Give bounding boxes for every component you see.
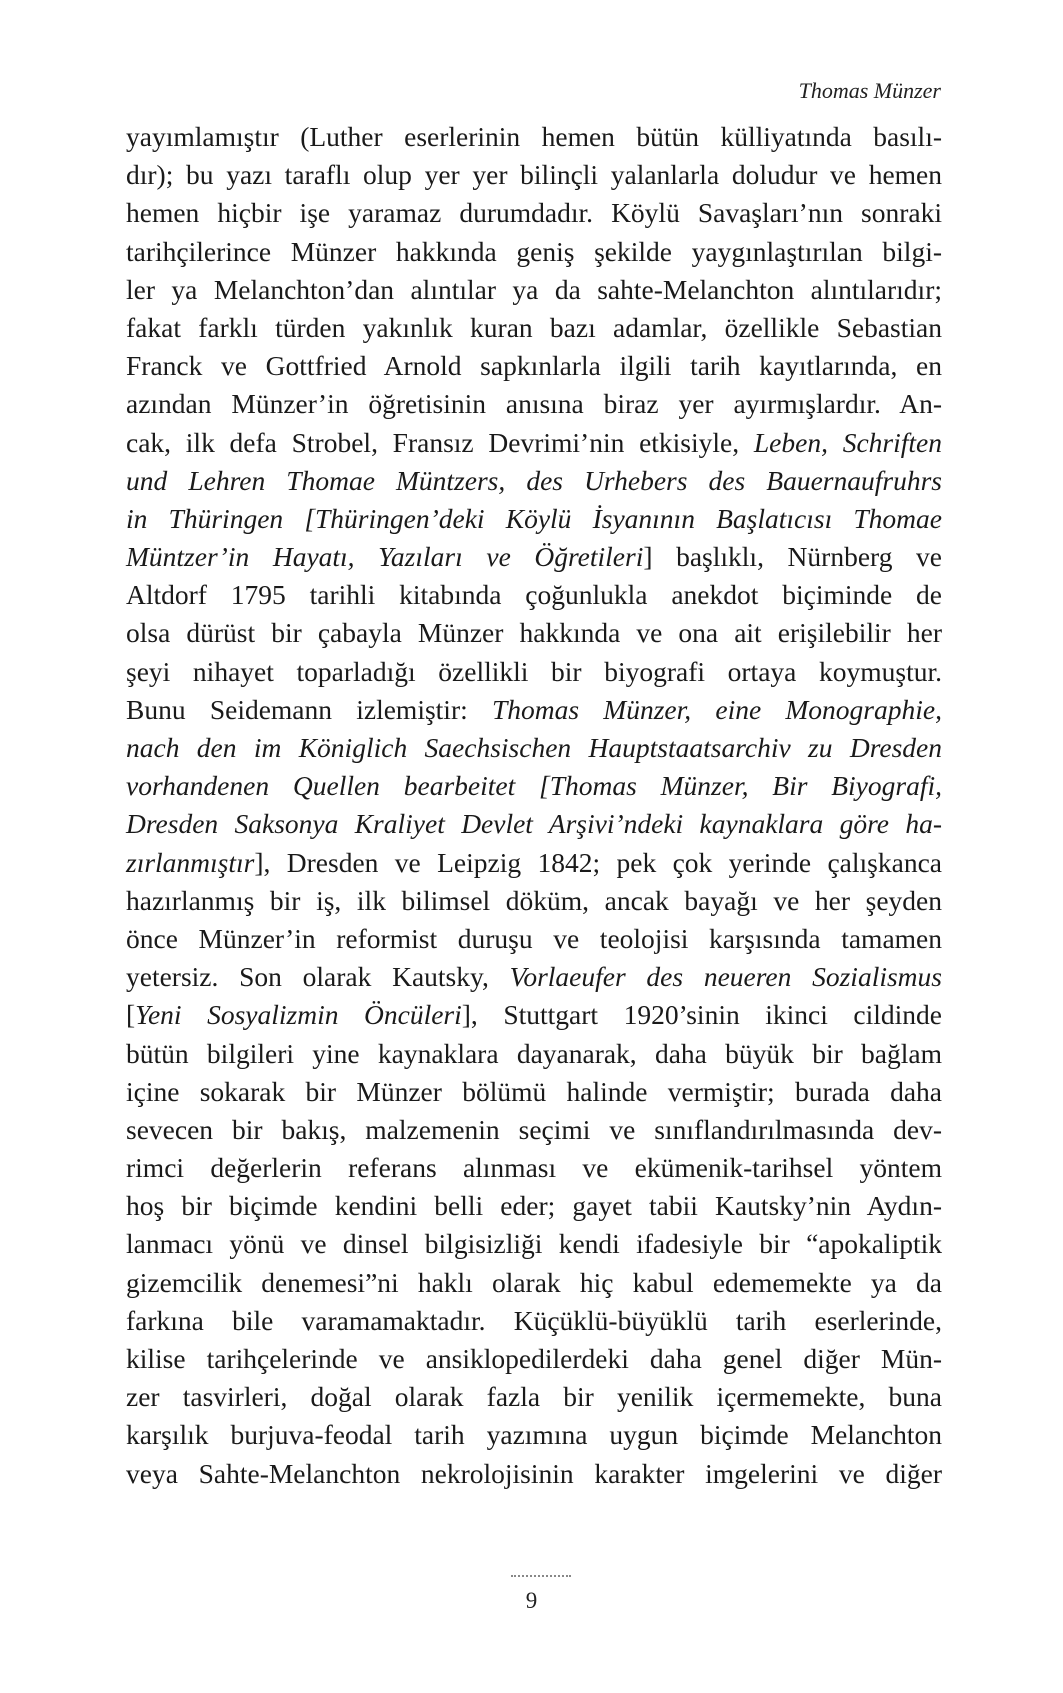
text-segment: yetersiz. Son olarak Kautsky,: [126, 961, 510, 993]
text-line: [126, 1035, 942, 1073]
text-line: [126, 653, 942, 691]
text-line: [126, 958, 942, 996]
text-segment: bütün bilgileri yine kaynaklara dayanarak, daha büyük bir bağlam: [126, 1037, 942, 1069]
text-line: [126, 691, 942, 729]
text-line: [126, 1149, 942, 1187]
footer-divider: [511, 1575, 571, 1577]
italic-segment: vorhandenen Quellen bearbeitet [Thomas Münzer, Bir Biyografi,: [126, 770, 942, 802]
text-line: [126, 996, 942, 1034]
text-line: [126, 347, 942, 385]
text-segment: zer tasvirleri, doğal olarak fazla bir yenilik içermemekte, buna: [126, 1381, 942, 1413]
text-line: [126, 1302, 942, 1340]
text-segment: karşılık burjuva-feodal tarih yazımına uygun biçimde Melanchton: [126, 1419, 942, 1451]
text-line: [126, 614, 942, 652]
text-line: [126, 500, 942, 538]
text-segment: Bunu Seidemann izlemiştir:: [126, 693, 492, 725]
text-line: [126, 271, 942, 309]
text-segment: azından Münzer’in öğretisinin anısına biraz yer ayırmışlardır. An-: [126, 388, 942, 420]
text-segment: ] başlıklı, Nürnberg ve: [643, 541, 943, 573]
text-segment: tarihçilerince Münzer hakkında geniş şekilde yaygınlaştırılan bilgi-: [126, 235, 942, 267]
italic-segment: Yeni Sosyalizmin Öncüleri: [135, 999, 462, 1031]
text-segment: şeyi nihayet toparladığı özellikli bir biyografi ortaya koymuştur.: [126, 655, 942, 687]
text-segment: dır); bu yazı taraflı olup yer yer bilinçli yalanlarla doludur ve hemen: [126, 159, 942, 191]
text-segment: hoş bir biçimde kendini belli eder; gayet tabii Kautsky’nin Aydın-: [126, 1190, 942, 1222]
italic-segment: Leben, Schriften: [753, 426, 942, 458]
text-segment: veya Sahte-Melanchton nekrolojisinin karakter imgelerini ve diğer: [126, 1457, 942, 1489]
text-segment: Franck ve Gottfried Arnold sapkınlarla ilgili tarih kayıtlarında, en: [126, 350, 942, 382]
text-line: [126, 767, 942, 805]
text-segment: rimci değerlerin referans alınması ve ekümenik-tarihsel yöntem: [126, 1152, 942, 1184]
text-segment: hemen hiçbir işe yaramaz durumdadır. Köylü Savaşları’nın sonraki: [126, 197, 942, 229]
text-segment: cak, ilk defa Strobel, Fransız Devrimi’nin etkisiyle,: [126, 426, 754, 458]
text-line: [126, 1340, 942, 1378]
text-segment: içine sokarak bir Münzer bölümü halinde vermiştir; burada daha: [126, 1075, 942, 1107]
text-line: [126, 538, 942, 576]
text-line: [126, 805, 942, 843]
text-line: [126, 309, 942, 347]
text-line: [126, 1187, 942, 1225]
text-line: [126, 1225, 942, 1263]
text-segment: olsa dürüst bir çabayla Münzer hakkında ve ona ait erişilebilir her: [126, 617, 942, 649]
text-segment: Altdorf 1795 tarihli kitabında çoğunlukla anekdot biçiminde de: [126, 579, 942, 611]
text-line: [126, 729, 942, 767]
text-line: [126, 424, 942, 462]
text-line: [126, 920, 942, 958]
text-line: [126, 194, 942, 232]
text-line: [126, 576, 942, 614]
text-segment: ler ya Melanchton’dan alıntılar ya da sahte-Melanchton alıntılarıdır;: [126, 273, 942, 305]
text-segment: ], Dresden ve Leipzig 1842; pek çok yerinde çalışkanca: [254, 846, 942, 878]
text-segment: hazırlanmış bir iş, ilk bilimsel döküm, ancak bayağı ve her şeyden: [126, 884, 942, 916]
text-segment: sevecen bir bakış, malzemenin seçimi ve sınıflandırılmasında dev-: [126, 1113, 942, 1145]
italic-segment: zırlanmıştır: [126, 846, 255, 878]
text-segment: kilise tarihçelerinde ve ansiklopedilerdeki daha genel diğer Mün-: [126, 1343, 942, 1374]
text-line: [126, 385, 942, 423]
body-text: [126, 118, 942, 1493]
text-line: [126, 1455, 942, 1493]
text-line: [126, 882, 942, 920]
text-line: [126, 156, 942, 194]
italic-segment: nach den im Königlich Saechsischen Hauptstaatsarchiv zu Dresden: [126, 732, 942, 763]
italic-segment: Müntzer’in Hayatı, Yazıları ve Öğretileri: [126, 541, 644, 573]
text-segment: farkına bile varamamaktadır. Küçüklü-büyüklü tarih eserlerinde,: [126, 1304, 942, 1336]
text-segment: yayımlamıştır (Luther eserlerinin hemen bütün külliyatında basılı-: [126, 121, 942, 152]
text-line: [126, 1378, 942, 1416]
text-segment: önce Münzer’in reformist duruşu ve teolojisi karşısında tamamen: [126, 922, 942, 954]
italic-segment: Dresden Saksonya Kraliyet Devlet Arşivi’ndeki kaynaklara göre ha-: [126, 808, 942, 840]
text-line: [126, 1111, 942, 1149]
text-segment: lanmacı yönü ve dinsel bilgisizliği kendi ifadesiyle bir “apokaliptik: [126, 1228, 942, 1260]
text-segment: gizemcilik denemesi”ni haklı olarak hiç kabul edememekte ya da: [126, 1266, 942, 1298]
italic-segment: Thomas Münzer, eine Monographie,: [491, 693, 942, 725]
italic-segment: Vorlaeufer des neueren Sozialismus: [509, 961, 942, 993]
text-line: [126, 1416, 942, 1454]
italic-segment: in Thüringen [Thüringen’deki Köylü İsyanının Başlatıcısı Thomae: [126, 502, 942, 534]
text-line: [126, 844, 942, 882]
page-number: 9: [525, 1588, 538, 1613]
text-line: [126, 1264, 942, 1302]
italic-segment: und Lehren Thomae Müntzers, des Urhebers des Bauernaufruhrs: [126, 464, 942, 496]
text-line: [126, 1073, 942, 1111]
text-segment: fakat farklı türden yakınlık kuran bazı adamlar, özellikle Sebastian: [126, 311, 942, 343]
text-line: [126, 118, 942, 156]
text-line: [126, 233, 942, 271]
text-segment: ], Stuttgart 1920’sinin ikinci cildinde: [461, 999, 942, 1031]
running-head: Thomas Münzer: [798, 78, 941, 103]
text-segment: [: [126, 999, 136, 1031]
text-line: [126, 462, 942, 500]
